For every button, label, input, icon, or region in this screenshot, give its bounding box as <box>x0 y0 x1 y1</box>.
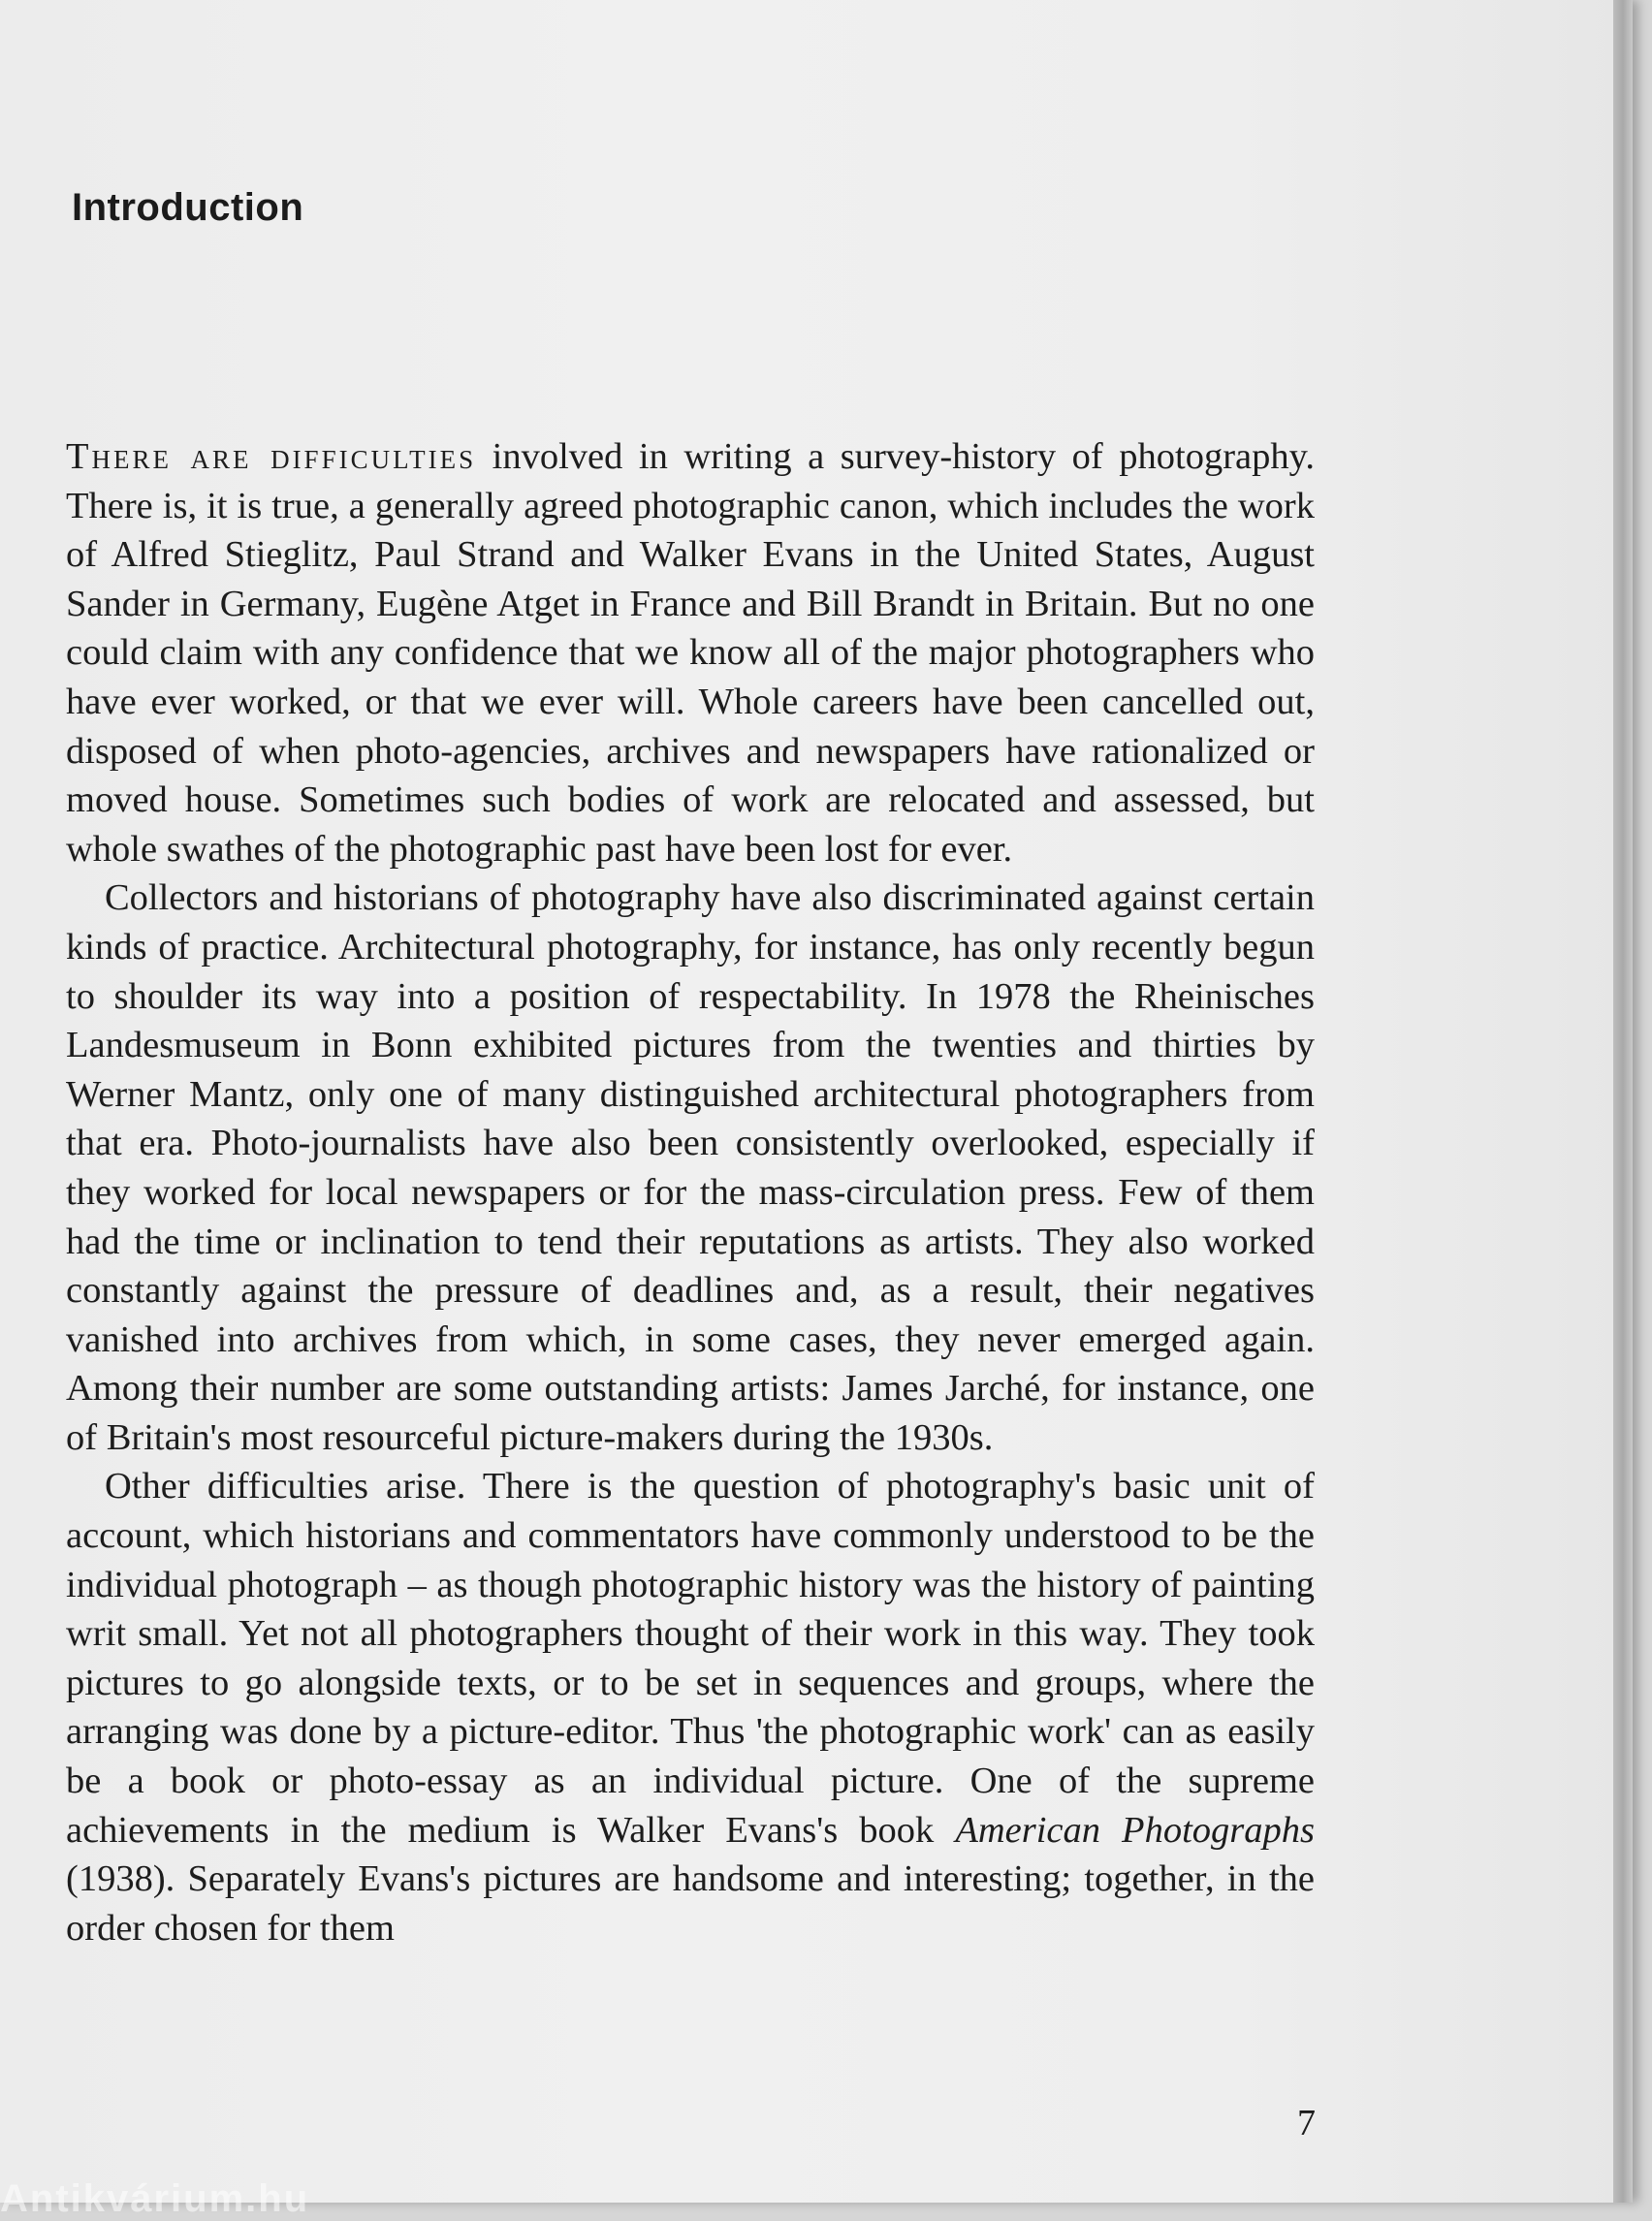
body-text <box>66 432 1315 1952</box>
paragraph-2: Collectors and historians of photography have also discriminated against certain kinds of practice. Architectural photography, for instance, has only recently begun to shoulder its way into a position of respectability. In 1978 the Rheinisches Landesmuseum in Bonn exhibited pictures from the twenties and thirties by Werner Mantz, only one of many distinguished architectural photographers from that era. Photo-journalists have also been consistently overlooked, especially if they worked for local newspapers or for the mass-circulation press. Few of them had the time or inclination to tend their reputations as artists. They also worked constantly against the pressure of deadlines and, as a result, their negatives vanished into archives from which, in some cases, they never emerged again. Among their number are some outstanding artists: James Jarché, for instance, one of Britain's most resourceful picture-makers during the 1930s. <box>66 877 1315 1458</box>
page-number: 7 <box>1297 2103 1316 2143</box>
book-title-italic: American Photographs <box>955 1809 1315 1851</box>
paragraph-1-smallcaps: There are difficulties <box>66 436 477 477</box>
paragraph-3-text-a: Other difficulties arise. There is the question of photography's basic unit of account, which historians and commentators have commonly understood to be the individual photograph – as though photographic history was the history of painting writ small. Yet not all photographers thought of their work in this way. They took pictures to go alongside texts, or to be set in sequences and groups, where the arranging was done by a picture-editor. Thus 'the photographic work' can as easily be a book or photo-essay as an individual picture. One of the supreme achievements in the medium is Walker Evans's book <box>66 1466 1315 1851</box>
paragraph-3-text-b: (1938). Separately Evans's pictures are handsome and interesting; together, in the order chosen for them <box>66 1858 1315 1949</box>
paragraph-1 <box>66 432 1315 873</box>
paragraph-3 <box>66 1462 1315 1952</box>
watermark: Antikvárium.hu <box>0 2177 310 2220</box>
page-edge <box>1613 0 1633 2203</box>
paragraph-1-text: involved in writing a survey-history of photography. There is, it is true, a generally agreed photographic canon, which includes the work of Alfred Stieglitz, Paul Strand and Walker Evans in the United States, August Sander in Germany, Eugène Atget in France and Bill Brandt in Britain. But no one could claim with any confidence that we know all of the major photographers who have ever worked, or that we ever will. Whole careers have been cancelled out, disposed of when photo-agencies, archives and newspapers have rationalized or moved house. Sometimes such bodies of work are relocated and assessed, but whole swathes of the photographic past have been lost for ever. <box>66 436 1315 870</box>
chapter-heading: Introduction <box>72 186 304 229</box>
